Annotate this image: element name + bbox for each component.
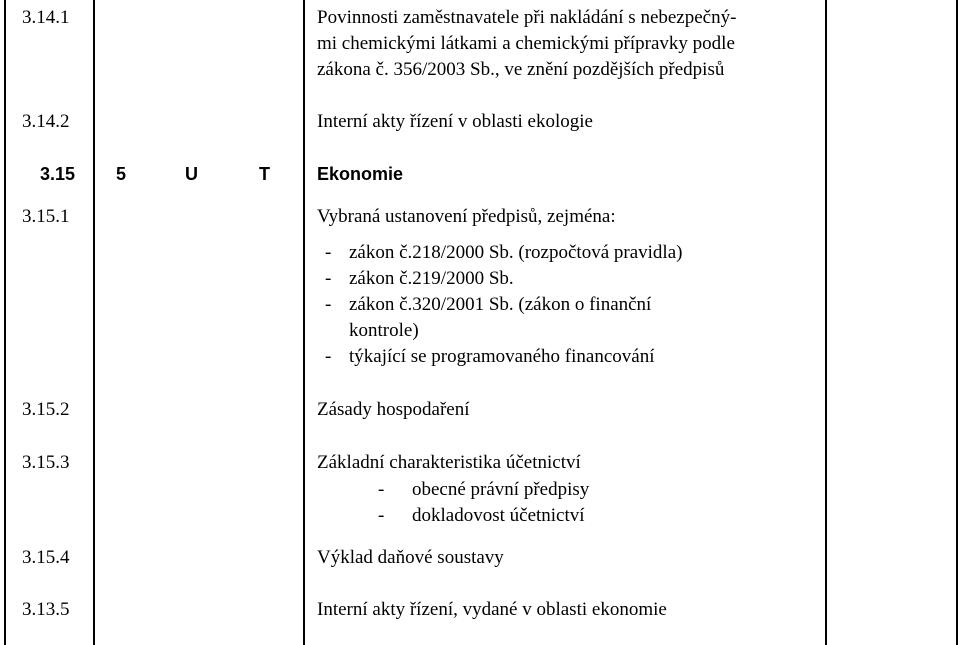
section-number: 3.15.1 xyxy=(22,206,70,227)
section-title: Vybraná ustanovení předpisů, zejména: xyxy=(317,206,616,227)
list-item: - zákon č.320/2001 Sb. (zákon o finanční xyxy=(325,294,652,315)
section-number: 3.13.5 xyxy=(22,599,70,620)
section-number: 3.15.3 xyxy=(22,452,70,473)
table-border-left xyxy=(4,0,6,645)
section-title: Základní charakteristika účetnictví xyxy=(317,452,581,473)
column-divider-3 xyxy=(825,0,827,645)
list-item: - obecné právní předpisy xyxy=(378,479,590,500)
list-item: - dokladovost účetnictví xyxy=(378,505,585,526)
hours-value: 5 xyxy=(116,164,127,184)
section-title-line: Povinnosti zaměstnavatele při nakládání s nebezpečný- xyxy=(317,7,737,28)
chapter-title: Ekonomie xyxy=(317,164,404,184)
section-number: 3.14.2 xyxy=(22,111,70,132)
type-code-t: T xyxy=(259,164,270,184)
list-item: kontrole) xyxy=(349,320,419,341)
section-title-line: mi chemickými látkami a chemickými přípravky podle xyxy=(317,33,735,54)
list-item: - zákon č.219/2000 Sb. xyxy=(325,268,514,289)
section-number: 3.14.1 xyxy=(22,7,70,28)
type-code-u: U xyxy=(185,164,198,184)
section-number: 3.15.4 xyxy=(22,547,70,568)
section-number: 3.15.2 xyxy=(22,399,70,420)
section-title: Výklad daňové soustavy xyxy=(317,547,504,568)
column-divider-1 xyxy=(93,0,95,645)
section-title: Interní akty řízení, vydané v oblasti ekonomie xyxy=(317,599,667,620)
list-item: - zákon č.218/2000 Sb. (rozpočtová pravidla) xyxy=(325,242,683,263)
section-title: Interní akty řízení v oblasti ekologie xyxy=(317,111,593,132)
section-title: Zásady hospodaření xyxy=(317,399,470,420)
table-border-right xyxy=(956,0,958,645)
list-item: - týkající se programovaného financování xyxy=(325,346,655,367)
chapter-number: 3.15 xyxy=(40,164,76,184)
section-title-line: zákona č. 356/2003 Sb., ve znění pozdějších předpisů xyxy=(317,59,725,80)
column-divider-2 xyxy=(303,0,305,645)
